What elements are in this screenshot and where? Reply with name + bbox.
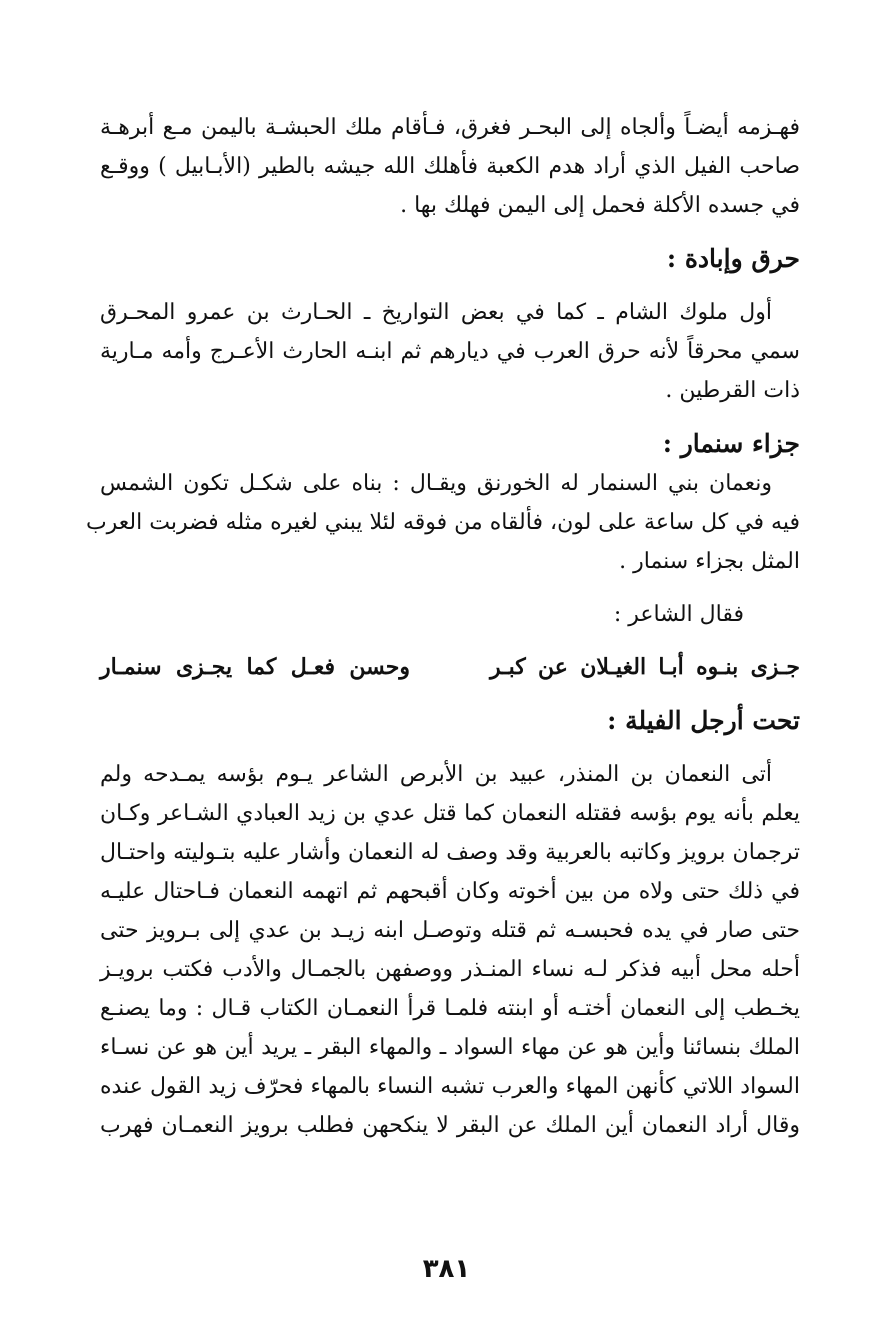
- text-line: سمي محرقاً لأنه حرق العرب في ديارهم ثم ابنـه الحارث الأعـرج وأمه مـارية: [100, 339, 800, 364]
- text-line: السواد اللاتي كأنهن المهاء والعرب تشبه النساء بالمهاء فحرّف زيد القول عنده: [100, 1074, 800, 1099]
- text-line: يخـطب إلى النعمان أختـه أو ابنته فلمـا قرأ النعمـان الكتاب قـال : وما يصنـع: [100, 996, 800, 1021]
- paragraph-elephants: [100, 755, 800, 1145]
- text-line: يعلم بأنه يوم بؤسه فقتله النعمان كما قتل عدي بن زيد العبادي الشـاعر وكـان: [100, 801, 800, 826]
- text-line: حتى صار في يده فحبسـه ثم قتله وتوصـل ابنه زيـد بن عدي إلى بـرويز حتى: [100, 918, 800, 943]
- page-number: ٣٨١: [422, 1254, 471, 1284]
- text-line: المثل بجزاء سنمار .: [619, 549, 800, 574]
- text-line: فهـزمه أيضـاً وألجاه إلى البحـر فغرق، فـأقام ملك الحبشـة باليمن مـع أبرهـة: [100, 115, 800, 140]
- text-line: في ذلك حتى ولاه من بين أخوته وكان أقبحهم ثم اتهمه النعمان فـاحتال عليـه: [100, 879, 800, 904]
- text-line: ترجمان برويز وكاتبه بالعربية وقد وصف له النعمان وأشار عليه بتـوليته واحتـال: [100, 840, 800, 865]
- poetry-verse: [100, 648, 800, 687]
- text-line: الملك بنسائنا وأين هو عن مهاء السواد ـ والمهاء البقر ـ يريد أين هو عن نسـاء: [100, 1035, 800, 1060]
- text-line: صاحب الفيل الذي أراد هدم الكعبة فأهلك الله جيشه بالطير (الأبـابيل ) ووقـع: [100, 154, 800, 179]
- paragraph-burning: [100, 293, 800, 410]
- text-line: فيه في كل ساعة على لون، فألقاه من فوقه لئلا يبني لغيره مثله فضربت العرب: [85, 510, 800, 535]
- text-line: في جسده الأكلة فحمل إلى اليمن فهلك بها .: [400, 193, 800, 218]
- section-heading-burning: حرق وإبادة :: [666, 244, 800, 273]
- page-body: [85, 108, 800, 1145]
- paragraph-sinimmar: [85, 464, 800, 581]
- text-line: وقال أراد النعمان أين الملك عن البقر لا ينكحهن فطلب برويز النعمـان فهرب: [100, 1113, 800, 1138]
- text-line: أتى النعمان بن المنذر، عبيد بن الأبرص الشاعر يـوم بؤسه يمـدحه ولم: [100, 762, 772, 787]
- poet-intro: فقال الشاعر :: [613, 602, 744, 627]
- text-line: ونعمان بني السنمار له الخورنق ويقـال : بناه على شكـل تكون الشمس: [100, 471, 772, 496]
- section-heading-sinimmar: جزاء سنمار :: [662, 429, 800, 458]
- verse-first-hemistich: جـزى بنـوه أبـا الغيـلان عن كبـر: [490, 654, 800, 680]
- text-line: أحله محل أبيه فذكر لـه نساء المنـذر ووصفهن بالجمـال والأدب فكتب برويـز: [100, 957, 800, 982]
- verse-second-hemistich: وحسن فعـل كما يجـزى سنمـار: [100, 654, 410, 680]
- text-line: ذات القرطين .: [665, 378, 800, 403]
- text-line: أول ملوك الشام ـ كما في بعض التواريخ ـ الحـارث بن عمرو المحـرق: [100, 300, 772, 325]
- paragraph-abraha: [100, 108, 800, 225]
- section-heading-elephants: تحت أرجل الفيلة :: [607, 706, 800, 735]
